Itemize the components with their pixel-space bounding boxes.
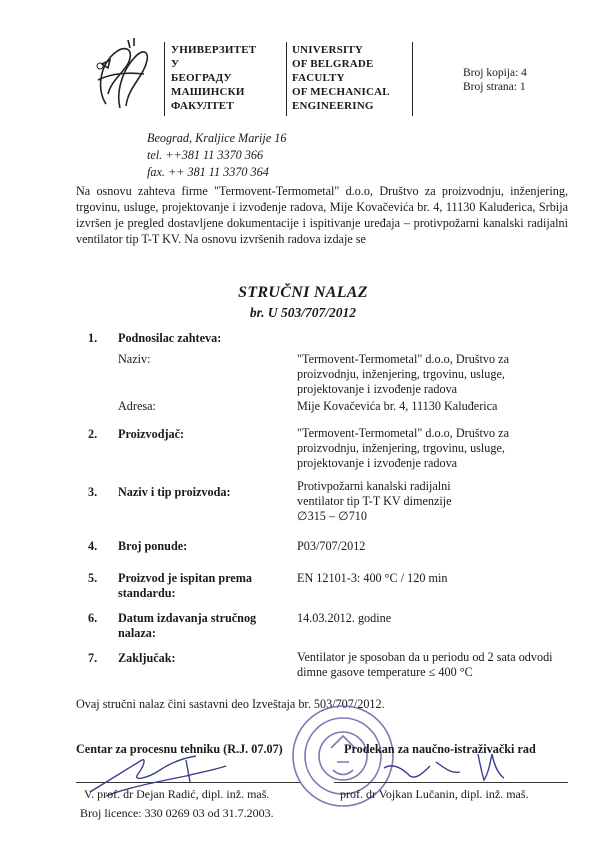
item-value: Ventilator je sposoban da u periodu od 2 sata odvodi dimne gasove temperature ≤ 400 °C xyxy=(297,650,553,679)
item-value: 14.03.2012. godine xyxy=(297,611,392,625)
item-label: Zaključak: xyxy=(118,651,176,665)
pages-count: Broj strana: 1 xyxy=(463,81,526,93)
right-signature xyxy=(380,748,510,788)
item-label: Proizvod je ispitan prema standardu: xyxy=(118,571,252,600)
item-label: Datum izdavanja stručnog nalaza: xyxy=(118,611,257,640)
header-cyrillic-line: БЕОГРАДУ xyxy=(171,72,232,84)
header-divider-1 xyxy=(164,42,165,116)
item-label: Naziv i tip proizvoda: xyxy=(118,485,231,499)
header-english-line: ENGINEERING xyxy=(292,100,374,112)
right-signatory-name: prof. dr Vojkan Lučanin, dipl. inž. maš. xyxy=(340,787,529,801)
item-number: 4. xyxy=(88,539,98,553)
license-number: Broj licence: 330 0269 03 od 31.7.2003. xyxy=(80,806,274,820)
item-number: 1. xyxy=(88,331,98,345)
header-english-line: OF MECHANICAL xyxy=(292,86,390,98)
telephone: tel. ++381 11 3370 366 xyxy=(147,148,264,162)
item-value: EN 12101-3: 400 °C / 120 min xyxy=(297,571,448,585)
header-cyrillic-line: ФАКУЛТЕТ xyxy=(171,100,234,112)
item-value: Protivpožarni kanalski radijalni ventilator tip T-T KV dimenzije ∅315 – ∅710 xyxy=(297,479,452,523)
adresa-value: Mije Kovačevića br. 4, 11130 Kaluđerica xyxy=(297,399,498,413)
street-address: Beograd, Kraljice Marije 16 xyxy=(147,131,287,145)
item-value: P03/707/2012 xyxy=(297,539,366,553)
header-divider-3 xyxy=(412,42,413,116)
header-cyrillic-line: У xyxy=(171,58,180,70)
item-number: 3. xyxy=(88,485,98,499)
item-number: 5. xyxy=(88,571,98,585)
header-english xyxy=(292,43,390,113)
footnote: Ovaj stručni nalaz čini sastavni deo Izveštaja br. 503/707/2012. xyxy=(76,697,385,711)
header-cyrillic-line: МАШИНСКИ xyxy=(171,86,245,98)
address-block xyxy=(147,130,286,181)
header-cyrillic xyxy=(171,43,256,113)
header-divider-2 xyxy=(286,42,287,116)
document-title: STRUČNI NALAZ xyxy=(238,284,368,301)
item-number: 2. xyxy=(88,427,98,441)
header-english-line: FACULTY xyxy=(292,72,345,84)
left-signatory-name: V. prof. dr Dejan Radić, dipl. inž. maš. xyxy=(84,787,270,801)
item-number: 7. xyxy=(88,651,98,665)
header-english-line: UNIVERSITY xyxy=(292,44,364,56)
document-number: br. U 503/707/2012 xyxy=(249,305,357,320)
fax: fax. ++ 381 11 3370 364 xyxy=(147,165,269,179)
item-number: 6. xyxy=(88,611,98,625)
item-label: Podnosilac zahteva: xyxy=(118,331,222,345)
copies-count: Broj kopija: 4 xyxy=(463,67,527,79)
header-cyrillic-line: УНИВЕРЗИТЕТ xyxy=(171,44,257,56)
copy-info xyxy=(463,66,527,94)
naziv-label: Naziv: xyxy=(118,352,151,366)
left-signatory-title: Centar za procesnu tehniku (R.J. 07.07) xyxy=(76,742,283,756)
intro-paragraph: Na osnovu zahteva firme "Termovent-Termometal" d.o.o, Društvo za proizvodnju, inženjering, trgovinu, usluge, projektovanje i izvođenje radova, Mije Kovačevića br. 4, 11130 Kaluđerica, Srbija izvršen je pregled dostavljene dokumentacije i ispitivanje uređaja – protivpožarni kanalski radijalni ventilator tip T-T KV. Na osnovu izvršenih radova izdaje se xyxy=(76,184,568,246)
item-label: Proizvodjač: xyxy=(118,427,185,441)
university-logo xyxy=(86,34,156,112)
right-signatory-title: Prodekan za naučno-istraživački rad xyxy=(344,742,536,756)
item-label: Broj ponude: xyxy=(118,539,188,553)
item-value: "Termovent-Termometal" d.o.o, Društvo za proizvodnju, inženjering, trgovinu, usluge, projektovanje i izvođenje radova xyxy=(297,426,509,470)
header-english-line: OF BELGRADE xyxy=(292,58,374,70)
adresa-label: Adresa: xyxy=(118,399,156,413)
naziv-value: "Termovent-Termometal" d.o.o, Društvo za proizvodnju, inženjering, trgovinu, usluge, projektovanje i izvođenje radova xyxy=(297,352,509,396)
